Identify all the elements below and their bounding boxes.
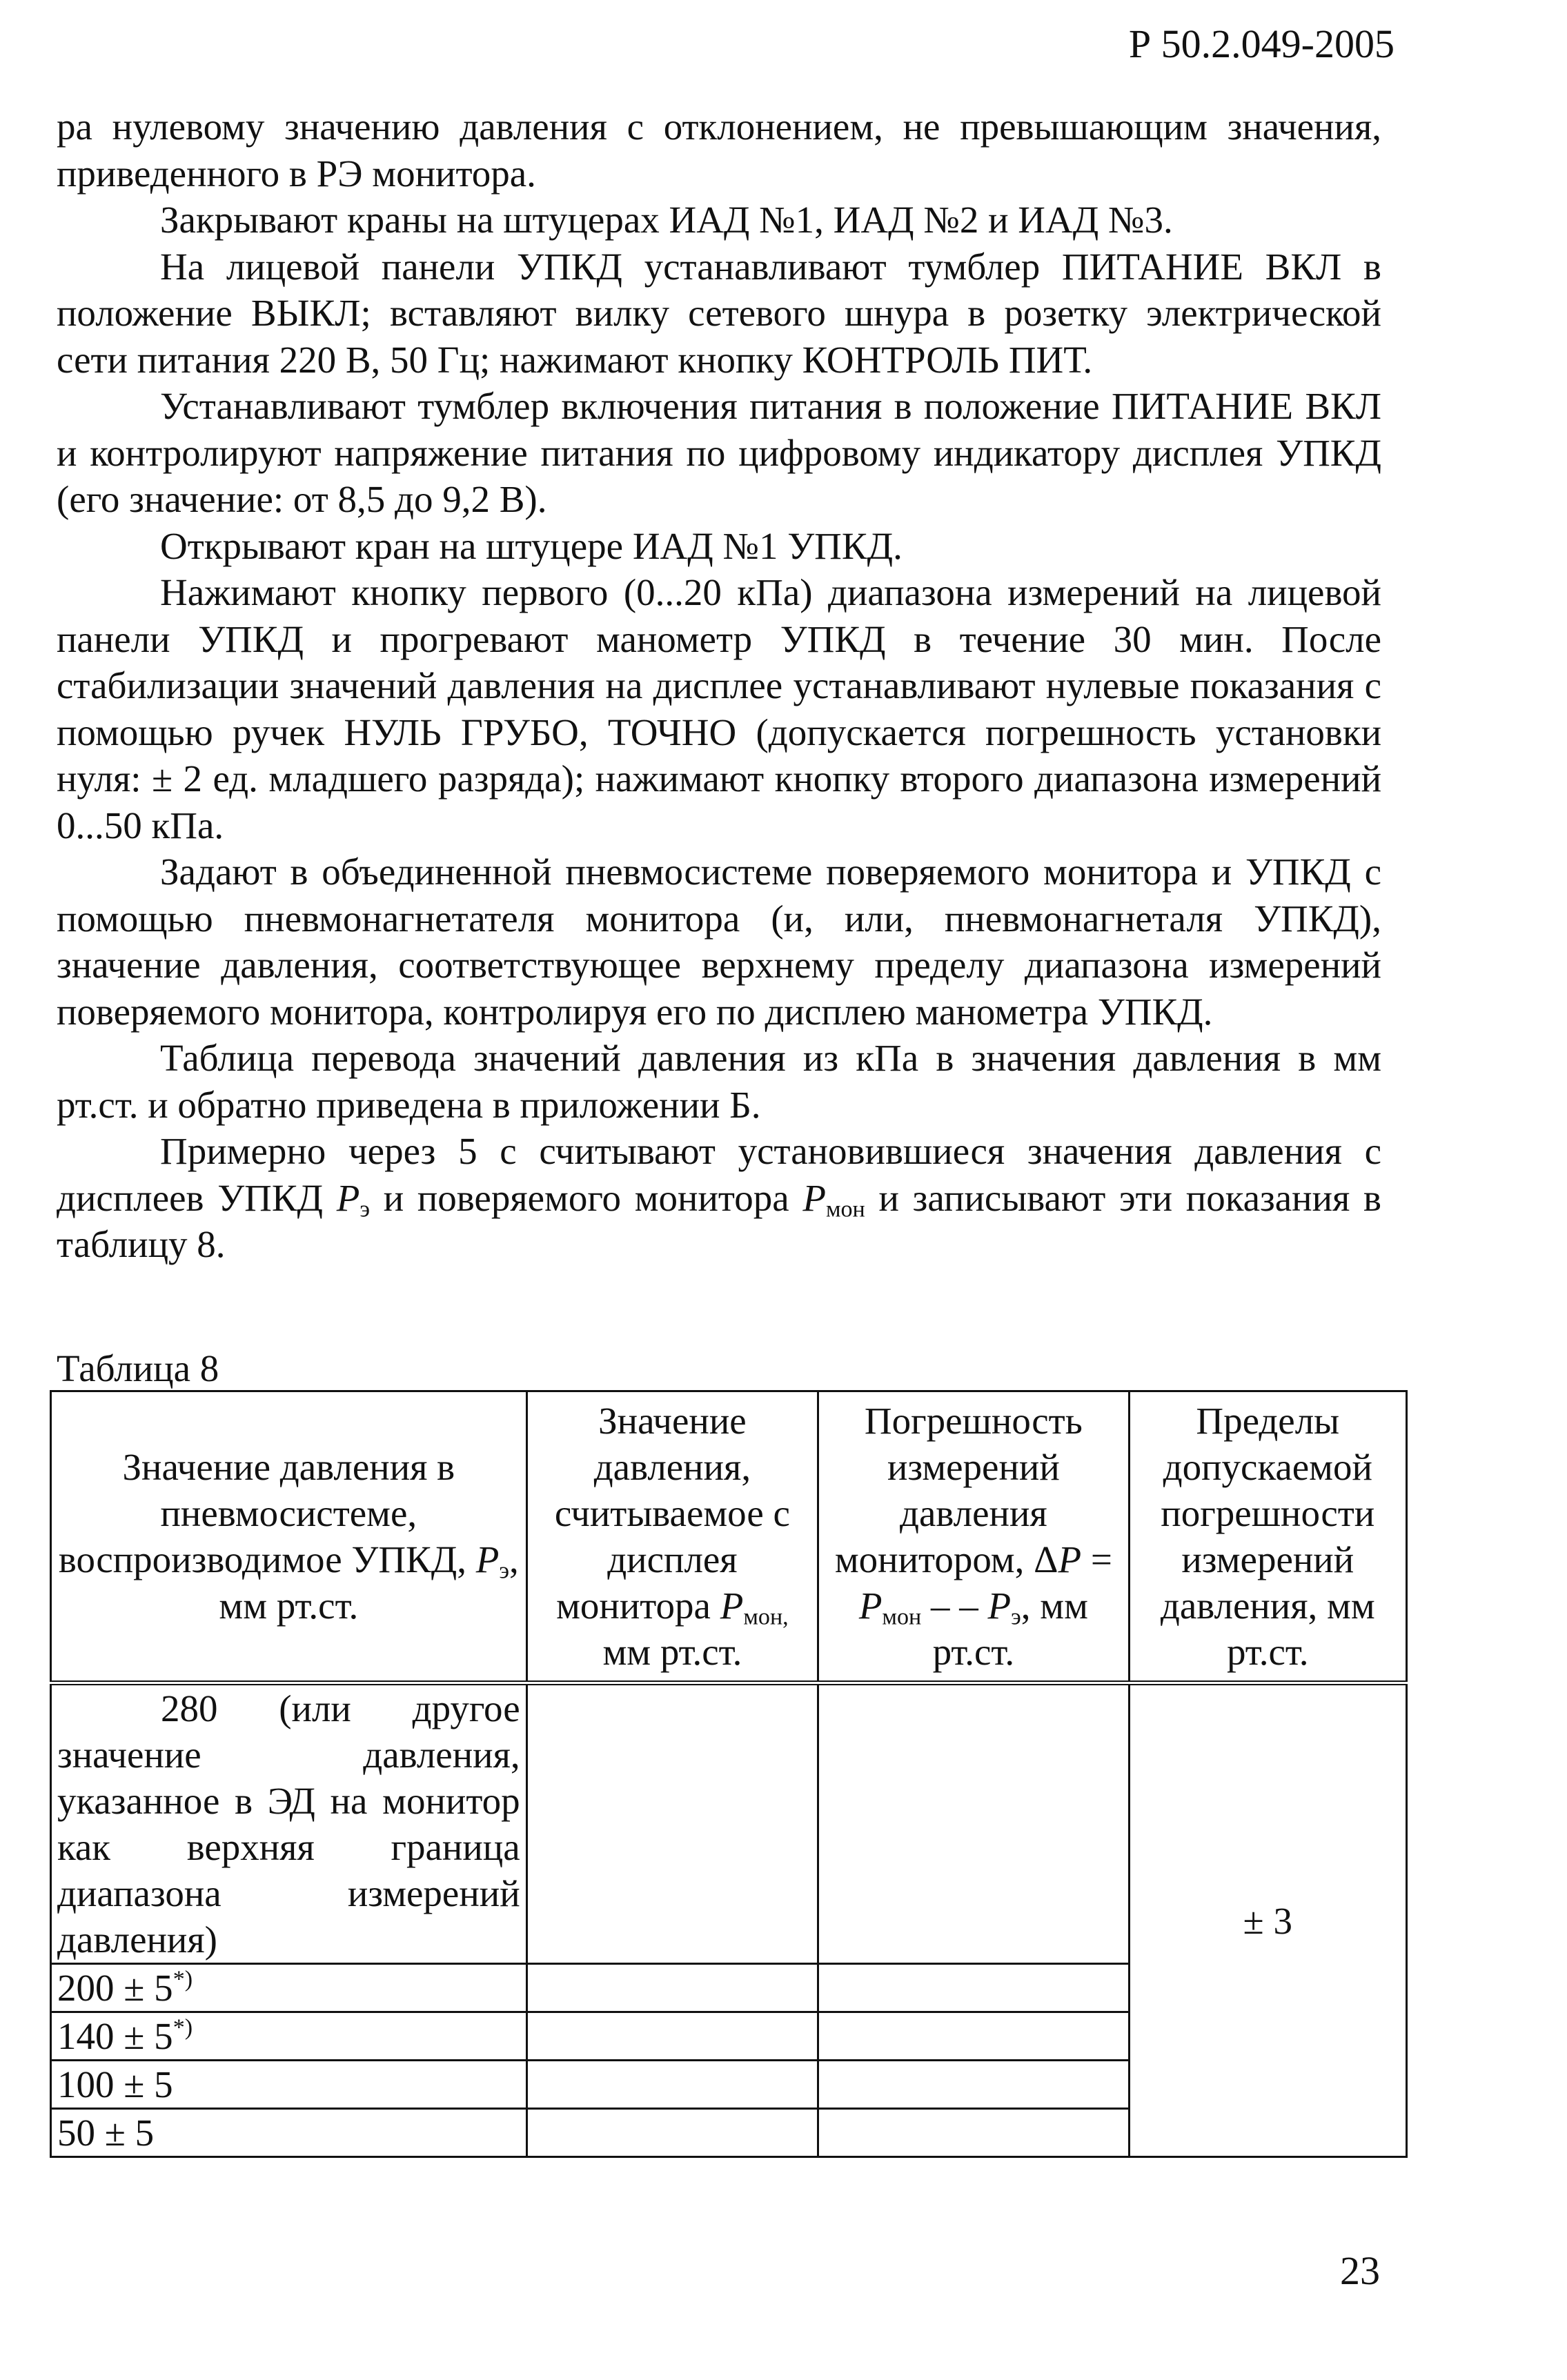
header-3-text: Погрешность измерений давления монитором, Δ	[834, 1400, 1083, 1580]
header-2-text: Значение давления, считываемое с дисплея монитора	[554, 1400, 790, 1627]
row-2-value-text: 200 ± 5	[57, 1967, 173, 2009]
row-4-value: 100 ± 5	[51, 2061, 527, 2109]
p9-text-end: и записывают эти показания в таблицу 8.	[57, 1176, 1381, 1265]
header-3-pe-subscript: э	[1011, 1604, 1021, 1630]
row-5-monitor-cell	[526, 2109, 818, 2157]
header-3-pmon-subscript: мон	[882, 1604, 922, 1630]
row-1-error-cell	[818, 1683, 1129, 1964]
paragraph-9	[57, 1128, 1381, 1268]
row-1-value-text: 280 (или другое значение давления, указанное в ЭД на монитор как верхняя граница диапазона измерений давления)	[57, 1687, 520, 1961]
pmon-subscript: мон	[825, 1196, 865, 1222]
row-4-error-cell	[818, 2061, 1129, 2109]
row-2-value	[51, 1964, 527, 2012]
header-3-minus: – –	[921, 1585, 988, 1627]
header-error-limits: Пределы допускаемой погрешности измерений давления, мм рт.ст.	[1129, 1391, 1406, 1683]
header-3-equals: =	[1081, 1538, 1112, 1580]
paragraph-4: Устанавливают тумблер включения питания в положение ПИТАНИЕ ВКЛ и контролируют напряжение питания по цифровому индикатору дисплея УПКД (его значение: от 8,5 до 9,2 В).	[57, 385, 1381, 520]
header-1-text: Значение давления в пневмосистеме, воспроизводимое УПКД,	[58, 1446, 476, 1580]
row-3-error-cell	[818, 2012, 1129, 2061]
header-1-subscript: э	[499, 1558, 510, 1584]
body-text	[57, 103, 1381, 1268]
p9-text-middle: и поверяемого монитора	[370, 1176, 803, 1219]
header-2-subscript: мон,	[743, 1604, 789, 1630]
row-3-monitor-cell	[526, 2012, 818, 2061]
header-measurement-error	[818, 1391, 1129, 1683]
page-number: 23	[1340, 2248, 1380, 2293]
row-4-monitor-cell	[526, 2061, 818, 2109]
paragraph-6: Нажимают кнопку первого (0...20 кПа) диапазона измерений на лицевой панели УПКД и прогревают манометр УПКД в течение 30 мин. После стабилизации значений давления на дисплее устанавливают нулевые показания с помощью ручек НУЛЬ ГРУБО, ТОЧНО (допускается погрешность установки нуля: ± 2 ед. младшего разряда); нажимают кнопку второго диапазона измерений 0...50 кПа.	[57, 571, 1381, 846]
table-title: Таблица 8	[57, 1347, 219, 1389]
table-row	[51, 1683, 1407, 1964]
paragraph-2: Закрывают краны на штуцерах ИАД №1, ИАД №2 и ИАД №3.	[160, 199, 1173, 241]
table-header-row	[51, 1391, 1407, 1683]
paragraph-7: Задают в объединенной пневмосистеме поверяемого монитора и УПКД с помощью пневмонагнетателя монитора (и, или, пневмонагнеталя УПКД), значение давления, соответствующее верхнему пределу диапазона измерений поверяемого монитора, контролируя его по дисплею манометра УПКД.	[57, 851, 1381, 1033]
pe-subscript: э	[359, 1196, 371, 1222]
row-5-error-cell	[818, 2109, 1129, 2157]
p9-text-start: Примерно через 5 с считывают установившиеся значения давления с дисплеев УПКД	[57, 1130, 1381, 1219]
paragraph-1: ра нулевому значению давления с отклонением, не превышающим значения, приведенного в РЭ монитора.	[57, 106, 1381, 195]
header-2-unit: мм рт.ст.	[602, 1631, 742, 1673]
paragraph-8: Таблица перевода значений давления из кПа в значения давления в мм рт.ст. и обратно приведена в приложении Б.	[57, 1037, 1381, 1126]
row-5-value: 50 ± 5	[51, 2109, 527, 2157]
row-2-error-cell	[818, 1964, 1129, 2012]
row-2-footnote-mark: *)	[173, 1966, 193, 1992]
pressure-table	[50, 1390, 1408, 2158]
header-3-delta-symbol: P	[1058, 1538, 1082, 1580]
row-2-monitor-cell	[526, 1964, 818, 2012]
row-3-footnote-mark: *)	[173, 2014, 193, 2041]
header-1-symbol: P	[475, 1538, 500, 1580]
header-2-symbol: P	[720, 1585, 744, 1627]
header-3-pmon-symbol: P	[858, 1585, 883, 1627]
header-3-unit: , мм рт.ст.	[932, 1585, 1088, 1673]
error-limit-cell: ± 3	[1129, 1683, 1406, 2157]
header-monitor-reading	[526, 1391, 818, 1683]
document-code: Р 50.2.049-2005	[1128, 21, 1394, 66]
row-3-value	[51, 2012, 527, 2061]
row-1-value	[51, 1683, 527, 1964]
row-3-value-text: 140 ± 5	[57, 2015, 173, 2057]
pmon-symbol: P	[802, 1176, 826, 1219]
header-reproduced-pressure	[51, 1391, 527, 1683]
paragraph-5: Открывают кран на штуцере ИАД №1 УПКД.	[160, 524, 903, 567]
paragraph-3: На лицевой панели УПКД устанавливают тумблер ПИТАНИЕ ВКЛ в положение ВЫКЛ; вставляют вилку сетевого шнура в розетку электрической сети питания 220 В, 50 Гц; нажимают кнопку КОНТРОЛЬ ПИТ.	[57, 245, 1381, 381]
header-1-unit: , мм рт.ст.	[219, 1538, 519, 1627]
row-1-monitor-cell	[526, 1683, 818, 1964]
pe-symbol: P	[336, 1176, 360, 1219]
header-3-pe-symbol: P	[987, 1585, 1012, 1627]
